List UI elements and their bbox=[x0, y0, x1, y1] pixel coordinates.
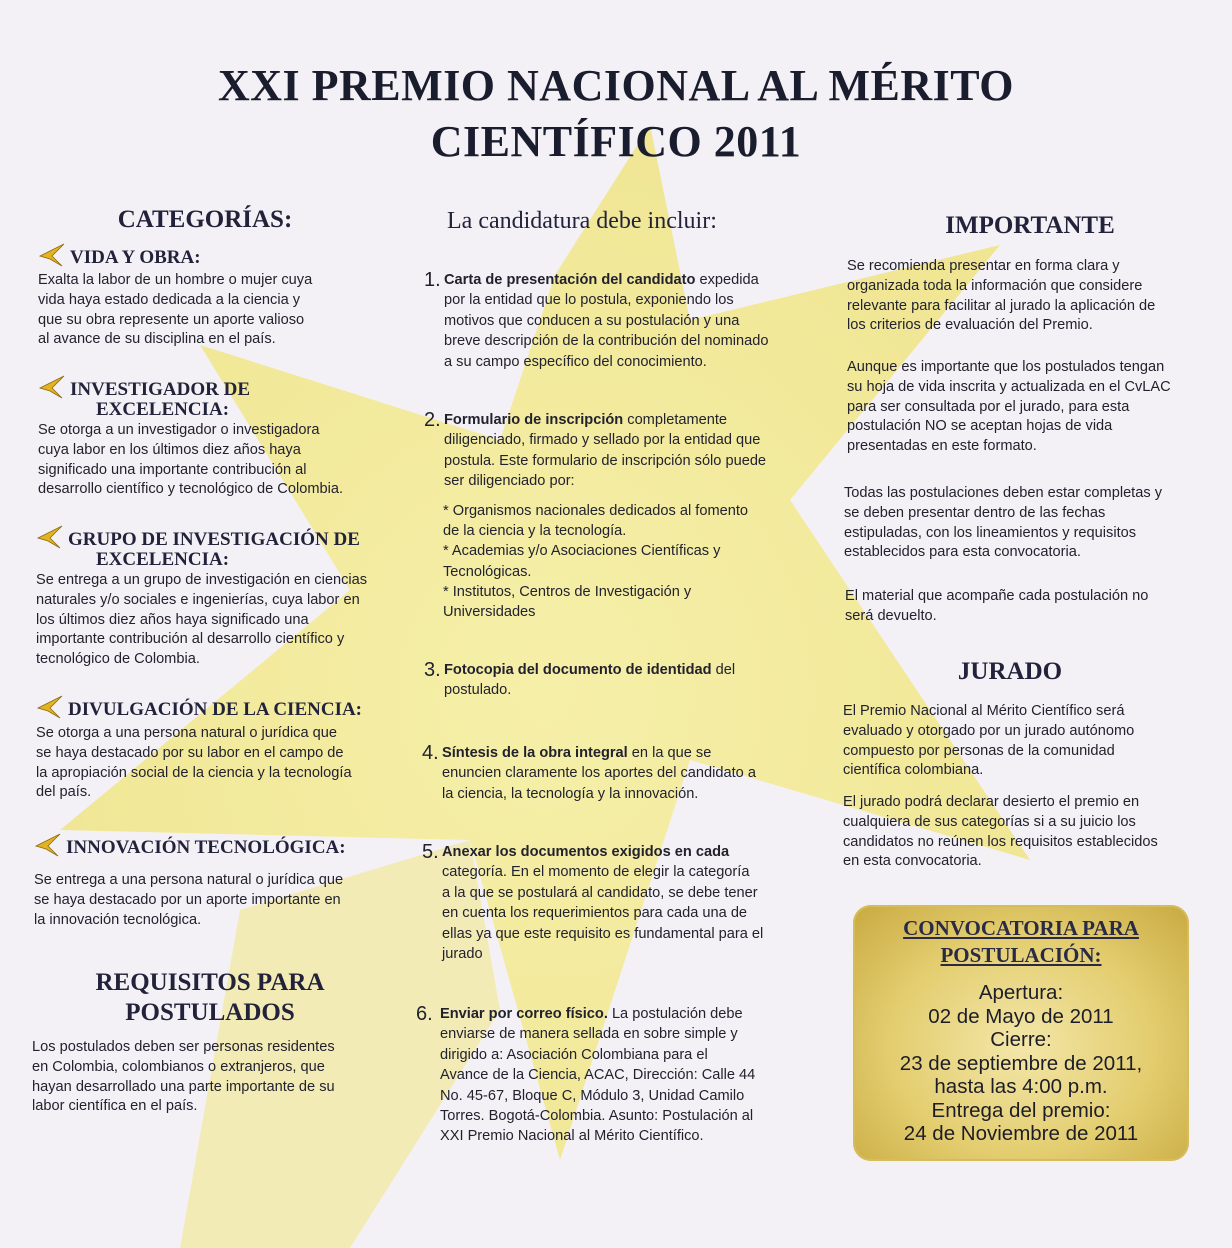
text-line: labor científica en el país. bbox=[32, 1098, 198, 1115]
item-bold: Carta de presentación del candidato bbox=[444, 272, 696, 288]
item-bold: Fotocopia del documento de identidad bbox=[444, 662, 712, 678]
text-line: Se entrega a un grupo de investigación en ciencias bbox=[36, 572, 368, 588]
text-line: diligenciado, firmado y sellado por la entidad que bbox=[444, 432, 761, 449]
text-line: cualquiera de sus categorías si a su juicio los bbox=[843, 813, 1136, 830]
text-line: Exalta la labor de un hombre o mujer cuya bbox=[38, 272, 313, 288]
text-line: presentadas en este formato. bbox=[847, 438, 1037, 455]
text-line: Se recomienda presentar en forma clara y bbox=[847, 258, 1120, 274]
text-line: cuya labor en los últimos diez años haya bbox=[38, 441, 301, 458]
text-line: categoría. En el momento de elegir la categoría bbox=[442, 864, 750, 881]
list-item: de la ciencia y la tecnología. bbox=[443, 523, 627, 540]
convocatoria-line: Cierre: bbox=[990, 1028, 1052, 1051]
category-title: INNOVACIÓN TECNOLÓGICA: bbox=[66, 837, 346, 858]
text-line: El jurado podrá declarar desierto el premio en bbox=[843, 794, 1140, 810]
text-line: postulación NO se aceptan hojas de vida bbox=[847, 418, 1113, 435]
page-title bbox=[0, 58, 1232, 170]
category-title: DIVULGACIÓN DE LA CIENCIA: bbox=[68, 699, 363, 720]
convocatoria-line: Apertura: bbox=[978, 981, 1064, 1004]
text-line: se haya destacado por su labor en el campo de bbox=[36, 744, 344, 761]
item-text bbox=[442, 842, 763, 964]
list-item: * Organismos nacionales dedicados al fomento bbox=[443, 503, 749, 519]
candidatura-item-2 bbox=[424, 410, 810, 492]
text-line: importante contribución al desarrollo científico y bbox=[36, 631, 345, 648]
star-arrow-icon bbox=[38, 242, 66, 268]
text-line: a su campo específico del conocimiento. bbox=[444, 353, 707, 370]
item-text bbox=[440, 1004, 755, 1147]
category-title-cont: EXCELENCIA: bbox=[96, 399, 230, 420]
importante-paragraph-4 bbox=[845, 587, 1203, 627]
candidatura-item-1 bbox=[424, 270, 814, 372]
item-bold: Enviar por correo físico. bbox=[440, 1006, 608, 1022]
text-line: ser diligenciado por: bbox=[444, 473, 575, 490]
category-investigador bbox=[38, 374, 396, 500]
text-line: XXI Premio Nacional al Mérito Científico. bbox=[440, 1128, 704, 1145]
item-rest: del bbox=[711, 662, 736, 678]
item-rest: completamente bbox=[623, 412, 728, 428]
sub-list bbox=[443, 501, 803, 622]
text-line: naturales y/o sociales e ingenierías, cuya labor en bbox=[36, 591, 360, 608]
item-rest: expedida bbox=[695, 272, 759, 288]
text-line: establecidos para esta convocatoria. bbox=[844, 544, 1081, 561]
item-rest: en la que se bbox=[627, 745, 712, 761]
text-line: los últimos diez años haya significado una bbox=[36, 611, 309, 628]
text-line: en Colombia, colombianos o extranjeros, que bbox=[32, 1058, 325, 1075]
item-text bbox=[444, 660, 735, 701]
text-line: hayan desarrollado una parte importante de su bbox=[32, 1078, 335, 1095]
text-line: postula. Este formulario de inscripción sólo puede bbox=[444, 452, 767, 469]
candidatura-heading: La candidatura debe incluir: bbox=[447, 208, 717, 234]
text-line: vida haya estado dedicada a la ciencia y bbox=[38, 291, 301, 308]
list-item: * Academias y/o Asociaciones Científicas y bbox=[443, 543, 721, 560]
item-bold: Anexar los documentos exigidos en cada bbox=[442, 844, 730, 860]
text-line: la ciencia, la tecnología y la innovación. bbox=[442, 785, 699, 802]
text-line: la innovación tecnológica. bbox=[34, 911, 202, 928]
category-divulgacion bbox=[36, 694, 388, 803]
text-line: por la entidad que lo postula, exponiendo los bbox=[444, 292, 734, 309]
candidatura-item-3 bbox=[424, 660, 810, 701]
text-line: la apropiación social de la ciencia y la tecnología bbox=[36, 764, 352, 781]
requisitos-heading-line2: POSTULADOS bbox=[125, 999, 295, 1026]
list-item: Universidades bbox=[443, 604, 536, 621]
text-line: Aunque es importante que los postulados tengan bbox=[847, 359, 1165, 375]
text-line: para ser consultada por el jurado, para esta bbox=[847, 398, 1130, 415]
text-line: enviarse de manera sellada en sobre simple y bbox=[440, 1026, 738, 1043]
categorias-heading: CATEGORÍAS: bbox=[117, 206, 293, 233]
text-line: Se otorga a un investigador o investigadora bbox=[38, 422, 320, 438]
item-bold: Formulario de inscripción bbox=[444, 412, 624, 428]
text-line: El Premio Nacional al Mérito Científico será bbox=[843, 703, 1125, 719]
category-grupo bbox=[36, 524, 398, 670]
candidatura-item-6 bbox=[416, 1004, 808, 1147]
text-line: estipuladas, con los lineamientos y requisitos bbox=[844, 524, 1137, 541]
item-bold: Síntesis de la obra integral bbox=[442, 745, 628, 761]
category-innovacion bbox=[34, 832, 390, 930]
text-line: en esta convocatoria. bbox=[843, 853, 982, 870]
text-line: significado una importante contribución al bbox=[38, 461, 307, 478]
star-arrow-icon bbox=[36, 524, 64, 550]
convocatoria-line: 02 de Mayo de 2011 bbox=[928, 1004, 1114, 1028]
jurado-paragraph-1 bbox=[843, 702, 1203, 781]
star-arrow-icon bbox=[34, 832, 62, 858]
text-line: motivos que conducen a su postulación y una bbox=[444, 312, 740, 329]
text-line: ellas ya que este requisito es fundamental para el bbox=[442, 925, 764, 942]
convocatoria-line: hasta las 4:00 p.m. bbox=[934, 1075, 1108, 1098]
text-line: al avance de su disciplina en el país. bbox=[38, 331, 276, 348]
importante-paragraph-2 bbox=[847, 358, 1205, 457]
category-title: VIDA Y OBRA: bbox=[70, 247, 201, 268]
convocatoria-title-line1: CONVOCATORIA PARA bbox=[903, 916, 1139, 940]
category-title: INVESTIGADOR DE bbox=[70, 379, 251, 400]
list-item: Tecnológicas. bbox=[443, 563, 532, 580]
text-line: No. 45-67, Bloque C, Módulo 3, Unidad Camilo bbox=[440, 1087, 745, 1104]
category-vida-y-obra bbox=[38, 242, 394, 350]
text-line: se haya destacado por un aporte importante en bbox=[34, 891, 341, 908]
item-number: 1. bbox=[424, 269, 441, 291]
importante-paragraph-3 bbox=[844, 484, 1202, 563]
item-text bbox=[442, 743, 756, 804]
convocatoria-box bbox=[853, 905, 1189, 1161]
requisitos-heading-line1: REQUISITOS PARA bbox=[95, 969, 325, 996]
item-rest: La postulación debe bbox=[607, 1006, 743, 1022]
convocatoria-dates bbox=[853, 981, 1189, 1146]
star-arrow-icon bbox=[38, 374, 66, 400]
category-title: GRUPO DE INVESTIGACIÓN DE bbox=[68, 529, 360, 550]
text-line: relevante para facilitar al jurado la aplicación de bbox=[847, 297, 1156, 314]
text-line: postulado. bbox=[444, 682, 512, 699]
text-line: El material que acompañe cada postulación no bbox=[845, 588, 1149, 604]
text-line: Avance de la Ciencia, ACAC, Dirección: Calle 44 bbox=[440, 1067, 756, 1084]
item-text bbox=[444, 270, 769, 372]
importante-paragraph-1 bbox=[847, 257, 1205, 336]
jurado-paragraph-2 bbox=[843, 793, 1203, 872]
text-line: científica colombiana. bbox=[843, 762, 984, 779]
text-line: Los postulados deben ser personas residentes bbox=[32, 1039, 335, 1055]
text-line: candidatos no reúnen los requisitos establecidos bbox=[843, 833, 1158, 850]
category-description bbox=[38, 271, 394, 350]
jurado-heading: JURADO bbox=[957, 658, 1063, 685]
text-line: a la que se postulará al candidato, se debe tener bbox=[442, 884, 758, 901]
text-line: tecnológico de Colombia. bbox=[36, 651, 200, 668]
convocatoria-title-line2: POSTULACIÓN: bbox=[940, 943, 1102, 967]
text-line: que su obra represente un aporte valioso bbox=[38, 311, 305, 328]
candidatura-item-4 bbox=[422, 743, 812, 804]
text-line: organizada toda la información que considere bbox=[847, 277, 1143, 294]
text-line: los criterios de evaluación del Premio. bbox=[847, 317, 1093, 334]
category-description bbox=[36, 724, 388, 803]
category-description bbox=[38, 421, 396, 500]
text-line: en cuenta los requerimientos para cada una de bbox=[442, 905, 748, 922]
text-line: Se otorga a una persona natural o jurídica que bbox=[36, 725, 338, 741]
item-number: 5. bbox=[422, 841, 439, 863]
category-description bbox=[34, 871, 390, 930]
category-title-cont: EXCELENCIA: bbox=[96, 549, 230, 570]
page-title-line1: XXI PREMIO NACIONAL AL MÉRITO bbox=[217, 61, 1014, 110]
importante-heading: IMPORTANTE bbox=[945, 212, 1115, 239]
text-line: enuncien claramente los aportes del candidato a bbox=[442, 765, 756, 782]
text-line: será devuelto. bbox=[845, 607, 937, 624]
text-line: Se entrega a una persona natural o jurídica que bbox=[34, 872, 344, 888]
category-description bbox=[36, 571, 398, 670]
text-line: breve descripción de la contribución del nominado bbox=[444, 333, 769, 350]
item-number: 3. bbox=[424, 659, 441, 681]
item-number: 2. bbox=[424, 409, 441, 431]
list-item: * Institutos, Centros de Investigación y bbox=[443, 583, 692, 600]
star-arrow-icon bbox=[36, 694, 64, 720]
text-line: compuesto por personas de la comunidad bbox=[843, 742, 1115, 759]
text-line: del país. bbox=[36, 784, 92, 801]
candidatura-item-5 bbox=[422, 842, 812, 964]
item-number: 6. bbox=[416, 1003, 433, 1025]
item-number: 4. bbox=[422, 742, 439, 764]
text-line: se deben presentar dentro de las fechas bbox=[844, 504, 1106, 521]
requisitos-heading bbox=[60, 968, 360, 1028]
text-line: evaluado y otorgado por un jurado autónomo bbox=[843, 722, 1135, 739]
text-line: jurado bbox=[442, 946, 483, 963]
convocatoria-line: 24 de Noviembre de 2011 bbox=[903, 1122, 1139, 1145]
text-line: Torres. Bogotá-Colombia. Asunto: Postulación al bbox=[440, 1108, 754, 1125]
item-text bbox=[444, 410, 766, 492]
page-title-line2: CIENTÍFICO 2011 bbox=[430, 117, 802, 166]
text-line: su hoja de vida inscrita y actualizada en el CvLAC bbox=[847, 378, 1171, 395]
text-line: desarrollo científico y tecnológico de Colombia. bbox=[38, 481, 344, 498]
convocatoria-line: 23 de septiembre de 2011, bbox=[899, 1051, 1143, 1075]
text-line: dirigido a: Asociación Colombiana para el bbox=[440, 1046, 708, 1063]
text-line: Todas las postulaciones deben estar completas y bbox=[844, 485, 1163, 501]
convocatoria-line: Entrega del premio: bbox=[931, 1098, 1111, 1122]
requisitos-text bbox=[32, 1038, 382, 1117]
